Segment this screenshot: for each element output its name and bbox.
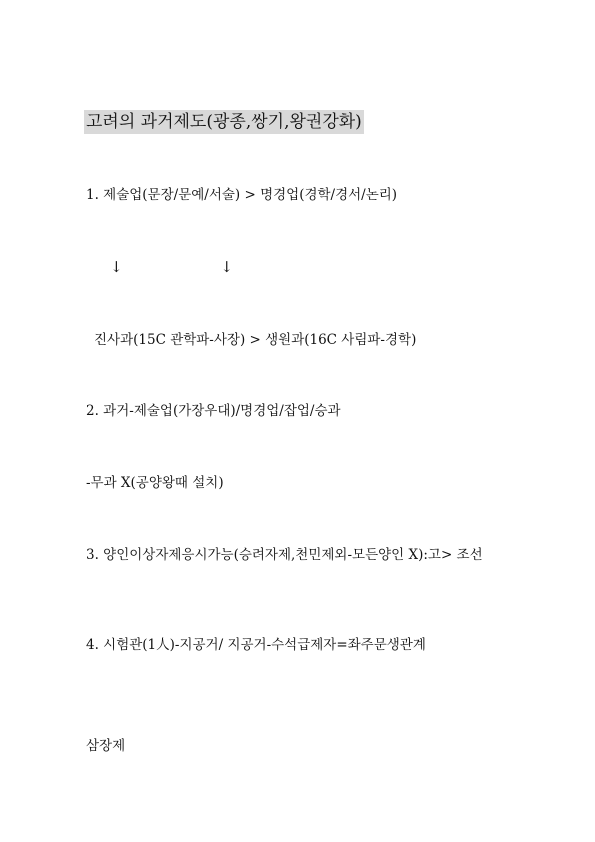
item-1-sub: 진사과(15C 관학파-사장) > 생원과(16C 사림파-경학) [94,332,417,348]
page-title: 고려의 과거제도(광종,쌍기,왕권강화) [86,112,362,132]
item-1: 1. 제술업(문장/문예/서술) > 명경업(경학/경서/논리) [86,187,398,203]
down-arrow-icon: ↓ [110,258,123,276]
arrow-row [110,258,233,276]
item-3: 3. 양인이상자제응시가능(승려자제,천민제외-모든양인 X):고> 조선 [86,547,483,563]
item-2-sub: -무과 X(공양왕때 설치) [86,475,224,491]
item-4: 4. 시험관(1人)-지공거/ 지공거-수석급제자=좌주문생관계 [86,637,426,653]
item-5: 삼장제 [86,738,126,754]
down-arrow-icon: ↓ [220,258,233,276]
item-2: 2. 과거-제술업(가장우대)/명경업/잡업/승과 [86,403,341,419]
